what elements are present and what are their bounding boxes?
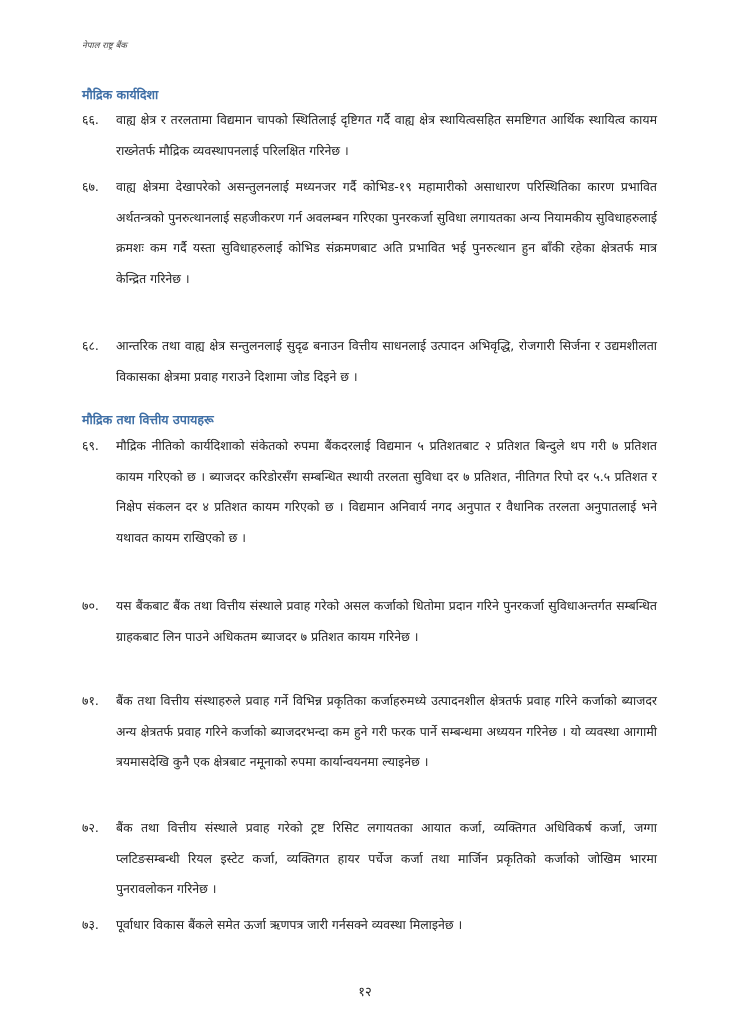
paragraph-71 [82,686,657,778]
paragraph-text: यस बैंकबाट बैंक तथा वित्तीय संस्थाले प्रवाह गरेको असल कर्जाको धितोमा प्रदान गरिने पुनरकर्जा सुविधाअन्तर्गत सम्बन्धित ग्राहकबाट लिन पाउने अधिकतम ब्याजदर ७ प्रतिशत कायम गरिनेछ । [116,598,657,644]
paragraph-number: ७३. [82,917,99,932]
paragraph-text: मौद्रिक नीतिको कार्यदिशाको संकेतको रुपमा बैंकदरलाई विद्यमान ५ प्रतिशतबाट २ प्रतिशत बिन्दुले थप गरी ७ प्रतिशत कायम गरिएको छ । ब्याजदर करिडोरसँग सम्बन्धित स्थायी तरलता सुविधा दर ७ प्रतिशत, नीतिगत रिपो दर ५.५ प्रतिशत र निक्षेप संकलन दर ४ प्रतिशत कायम गरिएको छ । विद्यमान अनिवार्य नगद अनुपात र वैधानिक तरलता अनुपातलाई भने यथावत कायम राखिएको छ । [116,438,657,545]
paragraph-68 [82,331,657,392]
paragraph-text: वाह्य क्षेत्रमा देखापरेको असन्तुलनलाई मध्यनजर गर्दै कोभिड-१९ महामारीको असाधारण परिस्थितिका कारण प्रभावित अर्थतन्त्रको पुनरुत्थानलाई सहजीकरण गर्न अवलम्बन गरिएका पुनरकर्जा सुविधा लगायतका अन्य नियामकीय सुविधाहरुलाई क्रमशः कम गर्दै यस्ता सुविधाहरुलाई कोभिड संक्रमणबाट अति प्रभावित भई पुनरुत्थान हुन बाँकी रहेका क्षेत्रतर्फ मात्र केन्द्रित गरिनेछ । [116,179,657,286]
paragraph-text: पूर्वाधार विकास बैंकले समेत ऊर्जा ऋणपत्र जारी गर्नसक्ने व्यवस्था मिलाइनेछ । [116,917,463,932]
paragraph-text: बैंक तथा वित्तीय संस्थाहरुले प्रवाह गर्ने विभिन्न प्रकृतिका कर्जाहरुमध्ये उत्पादनशील क्षेत्रतर्फ प्रवाह गरिने कर्जाको ब्याजदर अन्य क्षेत्रतर्फ प्रवाह गरिने कर्जाको ब्याजदरभन्दा कम हुने गरी फरक पार्ने सम्बन्धमा अध्ययन गरिनेछ । यो व्यवस्था आगामी त्रयमासदेखि कुनै एक क्षेत्रबाट नमूनाको रुपमा कार्यान्वयनमा ल्याइनेछ । [116,693,657,769]
paragraph-text: वाह्य क्षेत्र र तरलतामा विद्यमान चापको स्थितिलाई दृष्टिगत गर्दै वाह्य क्षेत्र स्थायित्वसहित समष्टिगत आर्थिक स्थायित्व कायम राख्नेतर्फ मौद्रिक व्यवस्थापनलाई परिलक्षित गरिनेछ । [116,112,657,158]
section-heading-monetary-financial-measures: मौद्रिक तथा वित्तीय उपायहरू [82,412,214,427]
section-heading-monetary-direction: मौद्रिक कार्यदिशा [82,87,159,102]
paragraph-67 [82,172,657,294]
paragraph-text: आन्तरिक तथा वाह्य क्षेत्र सन्तुलनलाई सुदृढ बनाउन वित्तीय साधनलाई उत्पादन अभिवृद्धि, रोजगारी सिर्जना र उद्यमशीलता विकासका क्षेत्रमा प्रवाह गराउने दिशामा जोड दिइने छ । [116,338,657,384]
running-header: नेपाल राष्ट्र बैंक [82,41,127,51]
paragraph-number: ६६. [82,112,99,127]
paragraph-text: बैंक तथा वित्तीय संस्थाले प्रवाह गरेको ट्रष्ट रिसिट लगायतका आयात कर्जा, व्यक्तिगत अधिविकर्ष कर्जा, जग्गा प्लटिङसम्बन्धी रियल इस्टेट कर्जा, व्यक्तिगत हायर पर्चेज कर्जा तथा मार्जिन प्रकृतिको कर्जाको जोखिम भारमा पुनरावलोकन गरिनेछ । [116,820,657,896]
paragraph-73 [82,910,657,941]
paragraph-number: ७०. [82,598,99,613]
paragraph-number: ६७. [82,179,99,194]
paragraph-number: ६९. [82,438,99,453]
paragraph-number: ७१. [82,693,99,708]
page-number: १२ [358,985,372,1000]
paragraph-number: ६८. [82,338,99,353]
paragraph-66 [82,105,657,166]
paragraph-number: ७२. [82,820,99,835]
paragraph-72 [82,813,657,905]
paragraph-69 [82,431,657,553]
paragraph-70 [82,591,657,652]
